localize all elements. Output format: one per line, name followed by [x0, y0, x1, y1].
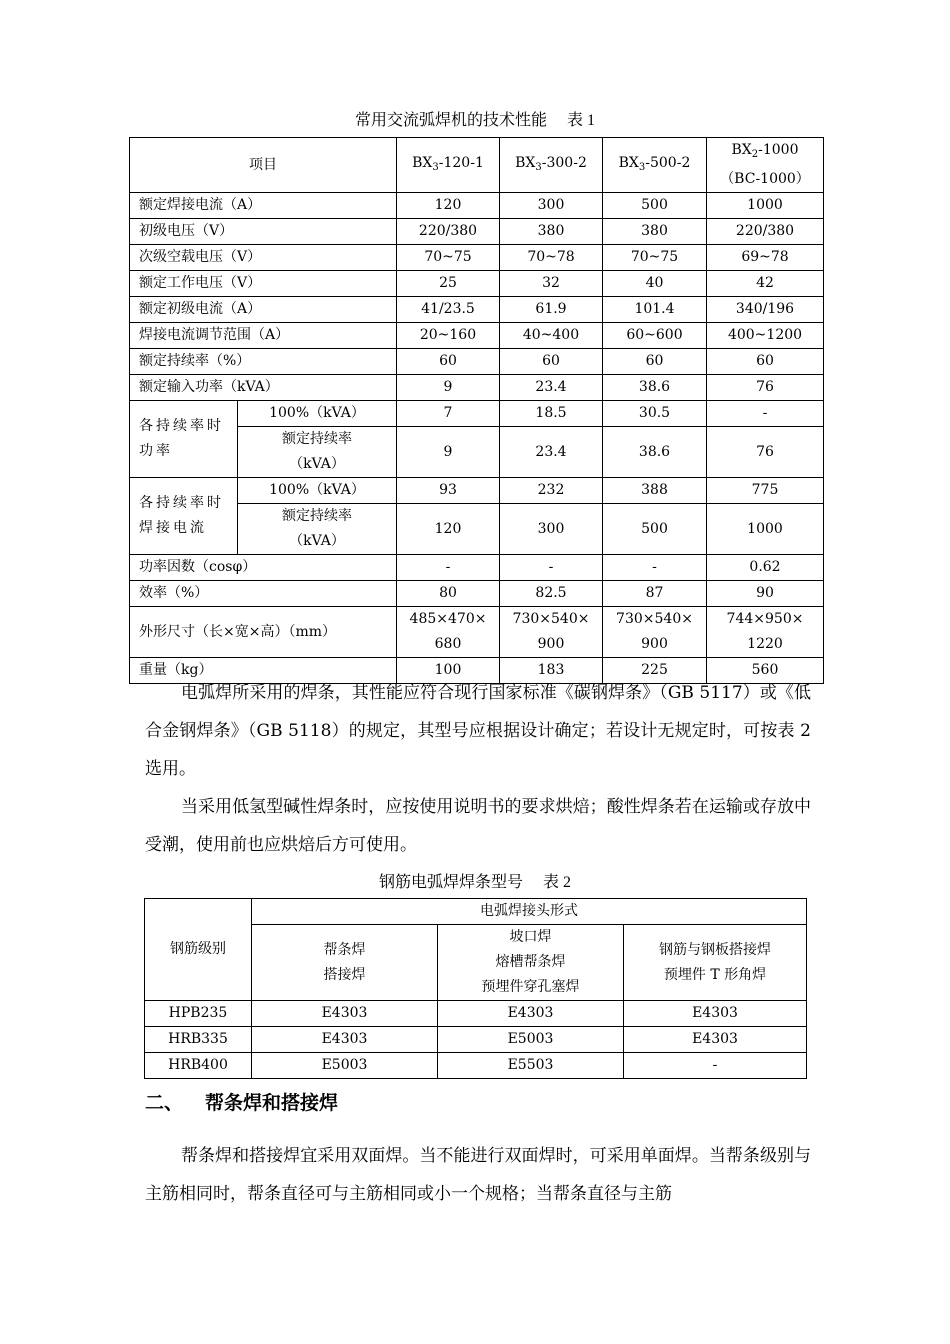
- sub-label: 额定持续率 （kVA）: [238, 504, 397, 555]
- header-joint-form: 电弧焊接头形式: [252, 899, 807, 925]
- paragraph-strap-lap-weld: 帮条焊和搭接焊宜采用双面焊。当不能进行双面焊时，可采用单面焊。当帮条级别与主筋相同时，帮条直径可与主筋相同或小一个规格；当帮条直径与主筋: [145, 1146, 811, 1204]
- cell: E5503: [438, 1053, 624, 1079]
- cell: 388: [603, 478, 707, 504]
- header-groove: 坡口焊 熔槽帮条焊 预埋件穿孔塞焊: [438, 925, 624, 1001]
- table1-header-row: [130, 138, 824, 193]
- group-label-current: 各持续率时 焊接电流: [130, 478, 238, 555]
- cell: 38.6: [603, 375, 707, 401]
- cell: 61.9: [500, 297, 603, 323]
- cell: 40~400: [500, 323, 603, 349]
- row-label: 额定焊接电流（A）: [130, 193, 397, 219]
- cell: 70~75: [603, 245, 707, 271]
- table1-title: 常用交流弧焊机的技术性能: [354, 110, 547, 129]
- table-row: [130, 555, 824, 581]
- group-label-power: 各持续率时 功率: [130, 401, 238, 478]
- row-label: 额定初级电流（A）: [130, 297, 397, 323]
- cell: 0.62: [707, 555, 824, 581]
- cell: 232: [500, 478, 603, 504]
- cell: 225: [603, 658, 707, 684]
- table1-caption: [0, 107, 950, 130]
- sub-label: 100%（kVA）: [238, 401, 397, 427]
- cell: -: [707, 401, 824, 427]
- cell: 32: [500, 271, 603, 297]
- table2-caption: [0, 869, 950, 892]
- cell: 100: [397, 658, 500, 684]
- header-col-1: $BX_3-120-1$: [397, 138, 500, 193]
- cell: 400~1200: [707, 323, 824, 349]
- paragraph-electrode-standard: 电弧焊所采用的焊条，其性能应符合现行国家标准《碳钢焊条》（GB 5117）或《低合金钢焊条》（GB 5118）的规定，其型号应根据设计确定；若设计无规定时，可按表 2 选用。: [145, 683, 811, 779]
- header-strap-lap: 帮条焊 搭接焊: [252, 925, 438, 1001]
- row-label: 额定输入功率（kVA）: [130, 375, 397, 401]
- row-label: 重量（kg）: [130, 658, 397, 684]
- cell: 9: [397, 427, 500, 478]
- cell: 300: [500, 504, 603, 555]
- cell: 93: [397, 478, 500, 504]
- cell: 82.5: [500, 581, 603, 607]
- section-title: 帮条焊和搭接焊: [205, 1092, 339, 1114]
- table-row: [130, 193, 824, 219]
- header-col-2: $BX_3-300-2$: [500, 138, 603, 193]
- grade-cell: HPB235: [145, 1001, 252, 1027]
- header-col-4: $BX_2-1000$ （BC-1000）: [707, 138, 824, 193]
- cell: E4303: [252, 1027, 438, 1053]
- grade-cell: HRB335: [145, 1027, 252, 1053]
- cell: E5003: [252, 1053, 438, 1079]
- table-row: [130, 478, 824, 504]
- table-row: [130, 401, 824, 427]
- section-number: 二、: [145, 1092, 184, 1114]
- cell: 20~160: [397, 323, 500, 349]
- sub-label: 100%（kVA）: [238, 478, 397, 504]
- cell: 87: [603, 581, 707, 607]
- cell: -: [624, 1053, 807, 1079]
- paragraph-baking: 当采用低氢型碱性焊条时，应按使用说明书的要求烘焙；酸性焊条若在运输或存放中受潮，使用前也应烘焙后方可使用。: [145, 797, 811, 855]
- cell: 220/380: [707, 219, 824, 245]
- cell: 70~75: [397, 245, 500, 271]
- table-row: [130, 349, 824, 375]
- cell: 500: [603, 504, 707, 555]
- header-grade: 钢筋级别: [145, 899, 252, 1001]
- cell: 76: [707, 427, 824, 478]
- row-label: 焊接电流调节范围（A）: [130, 323, 397, 349]
- cell: 23.4: [500, 375, 603, 401]
- cell: -: [397, 555, 500, 581]
- cell: 485×470× 680: [397, 607, 500, 658]
- row-label: 效率（%）: [130, 581, 397, 607]
- grade-cell: HRB400: [145, 1053, 252, 1079]
- cell: 30.5: [603, 401, 707, 427]
- table-row: [145, 1001, 807, 1027]
- table2-title: 钢筋电弧焊焊条型号: [378, 872, 523, 891]
- cell: 730×540× 900: [603, 607, 707, 658]
- cell: 380: [603, 219, 707, 245]
- cell: 60~600: [603, 323, 707, 349]
- table-row: [145, 1027, 807, 1053]
- cell: 76: [707, 375, 824, 401]
- table-row: [130, 323, 824, 349]
- cell: 380: [500, 219, 603, 245]
- table-row: [130, 581, 824, 607]
- table-row: [130, 219, 824, 245]
- row-label: 外形尺寸（长×宽×高）（mm）: [130, 607, 397, 658]
- welder-performance-table: [129, 137, 824, 684]
- cell: -: [500, 555, 603, 581]
- cell: 300: [500, 193, 603, 219]
- table2-header-row: [145, 899, 807, 925]
- cell: 69~78: [707, 245, 824, 271]
- cell: 23.4: [500, 427, 603, 478]
- cell: 80: [397, 581, 500, 607]
- row-label: 功率因数（cosφ）: [130, 555, 397, 581]
- section-heading: [145, 1088, 338, 1115]
- cell: 101.4: [603, 297, 707, 323]
- cell: E4303: [438, 1001, 624, 1027]
- header-plate-lap: 钢筋与钢板搭接焊 预埋件 T 形角焊: [624, 925, 807, 1001]
- row-label: 额定工作电压（V）: [130, 271, 397, 297]
- cell: 1000: [707, 504, 824, 555]
- cell: 775: [707, 478, 824, 504]
- cell: 40: [603, 271, 707, 297]
- cell: 730×540× 900: [500, 607, 603, 658]
- cell: 220/380: [397, 219, 500, 245]
- cell: 41/23.5: [397, 297, 500, 323]
- table-row: [130, 245, 824, 271]
- sub-label: 额定持续率 （kVA）: [238, 427, 397, 478]
- cell: 25: [397, 271, 500, 297]
- cell: 183: [500, 658, 603, 684]
- cell: 744×950× 1220: [707, 607, 824, 658]
- cell: 120: [397, 504, 500, 555]
- cell: 90: [707, 581, 824, 607]
- table-row: [130, 271, 824, 297]
- header-item: 项目: [130, 138, 397, 193]
- table2-number: 表 2: [543, 874, 572, 891]
- cell: -: [603, 555, 707, 581]
- cell: E5003: [438, 1027, 624, 1053]
- cell: 38.6: [603, 427, 707, 478]
- cell: 70~78: [500, 245, 603, 271]
- cell: 60: [500, 349, 603, 375]
- table-row: [130, 297, 824, 323]
- cell: 500: [603, 193, 707, 219]
- electrode-model-table: [144, 898, 807, 1079]
- cell: E4303: [624, 1001, 807, 1027]
- cell: 60: [397, 349, 500, 375]
- cell: 60: [603, 349, 707, 375]
- cell: 60: [707, 349, 824, 375]
- cell: 18.5: [500, 401, 603, 427]
- cell: 7: [397, 401, 500, 427]
- table1-number: 表 1: [567, 112, 596, 129]
- header-col-3: $BX_3-500-2$: [603, 138, 707, 193]
- table-row: [130, 607, 824, 658]
- cell: 42: [707, 271, 824, 297]
- cell: 560: [707, 658, 824, 684]
- cell: 1000: [707, 193, 824, 219]
- cell: 9: [397, 375, 500, 401]
- table-row: [145, 1053, 807, 1079]
- row-label: 初级电压（V）: [130, 219, 397, 245]
- table-row: [130, 375, 824, 401]
- cell: E4303: [624, 1027, 807, 1053]
- row-label: 次级空载电压（V）: [130, 245, 397, 271]
- cell: 340/196: [707, 297, 824, 323]
- cell: E4303: [252, 1001, 438, 1027]
- row-label: 额定持续率（%）: [130, 349, 397, 375]
- cell: 120: [397, 193, 500, 219]
